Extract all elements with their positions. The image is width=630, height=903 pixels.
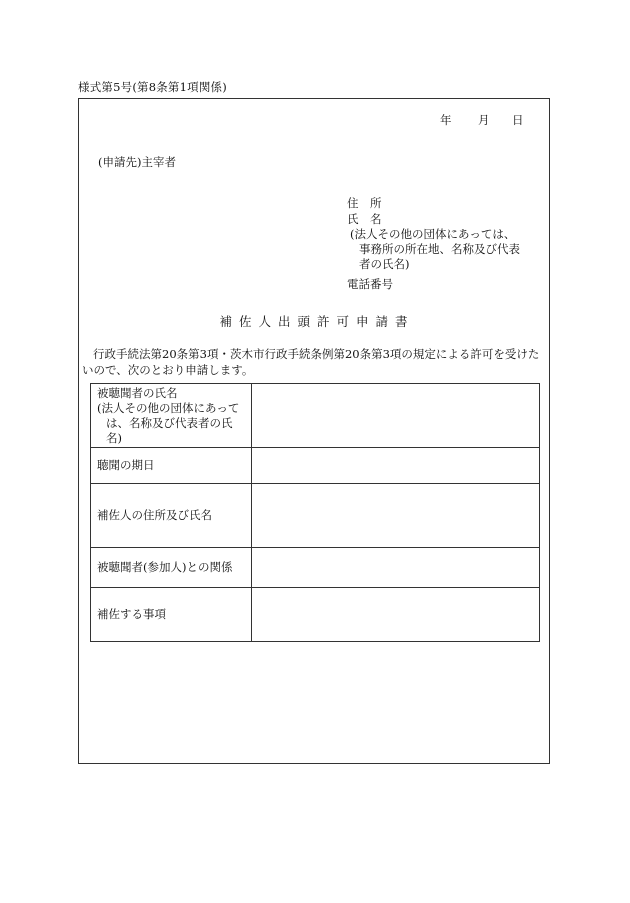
document-title: 補佐人出頭許可申請書 (219, 314, 415, 329)
relationship-field[interactable] (251, 548, 539, 588)
hearing-date-label: 聴聞の期日 (91, 448, 252, 484)
table-row (91, 588, 540, 642)
body-line2: いので、次のとおり申請します。 (82, 363, 254, 377)
date-month-label: 月 (478, 113, 490, 127)
hearing-subject-name-line1: 被聴聞者の氏名 (97, 385, 178, 400)
applicant-phone-label: 電話番号 (347, 277, 393, 291)
assistant-address-name-label: 補佐人の住所及び氏名 (91, 484, 252, 548)
applicant-note (347, 227, 520, 272)
applicant-note-line1: (法人その他の団体にあっては、 (350, 227, 516, 241)
date-day-label: 日 (512, 113, 524, 127)
recipient-label: (申請先)主宰者 (98, 155, 176, 169)
body-paragraph (82, 346, 542, 378)
body-line1: 行政手続法第20条第3項・茨木市行政手続条例第20条第3項の規定による許可を受けた (93, 347, 540, 361)
applicant-note-line2: 事務所の所在地、名称及び代表 (359, 242, 520, 256)
applicant-address-label: 住 所 (347, 196, 382, 210)
hearing-subject-name-line3: は、名称及び代表者の氏名) (106, 415, 233, 445)
hearing-subject-name-field[interactable] (251, 384, 539, 448)
assistant-address-name-field[interactable] (251, 484, 539, 548)
assistance-matters-field[interactable] (251, 588, 539, 642)
hearing-date-field[interactable] (251, 448, 539, 484)
table-row (91, 548, 540, 588)
application-table (90, 383, 540, 642)
hearing-subject-name-label (91, 384, 252, 448)
table-row (91, 484, 540, 548)
applicant-name-label: 氏 名 (347, 212, 382, 226)
table-row (91, 384, 540, 448)
assistance-matters-label: 補佐する事項 (91, 588, 252, 642)
form-number-label: 様式第5号(第8条第1項関係) (78, 80, 227, 94)
date-year-label: 年 (440, 113, 452, 127)
relationship-label: 被聴聞者(参加人)との関係 (91, 548, 252, 588)
hearing-subject-name-line2: (法人その他の団体にあって (97, 400, 240, 415)
table-row (91, 448, 540, 484)
applicant-note-line3: 者の氏名) (359, 257, 410, 271)
